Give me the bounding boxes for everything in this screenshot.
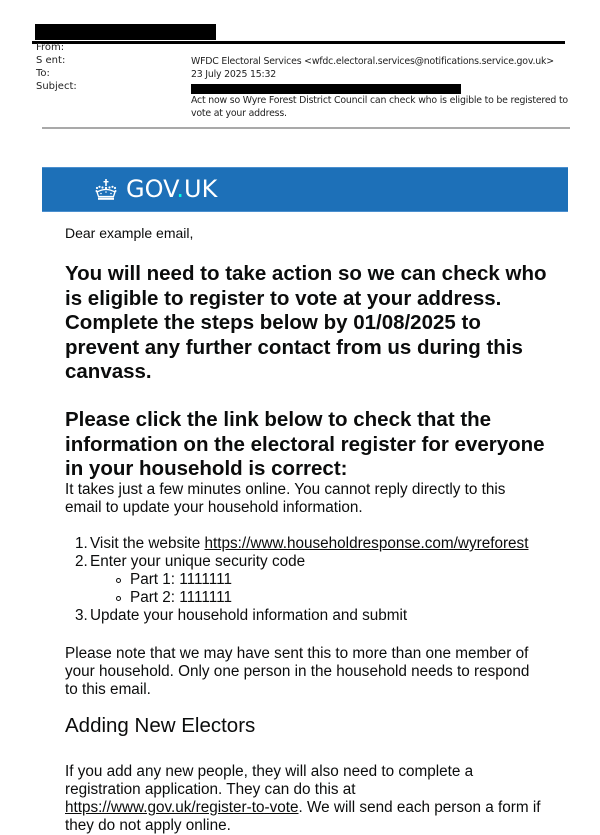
crown-icon (94, 179, 118, 201)
check-heading: Please click the link below to check that the information on the electoral register for everyone in your household is correct: (65, 408, 545, 480)
action-heading: You will need to take action so we can check who is eligible to register to vote at your address. Complete the steps below by 01/08/2025 to prevent any further contact from us during this canvass. (65, 262, 547, 383)
household-response-link[interactable]: https://www.householdresponse.com/wyreforest (204, 535, 529, 552)
to-label: To: (36, 68, 50, 79)
from-value: WFDC Electoral Services <wfdc.electoral.services@notifications.service.gov.uk> (191, 56, 554, 67)
subject-label: Subject: (36, 81, 77, 92)
circle-bullet-icon (116, 578, 121, 583)
from-label: From: (36, 42, 65, 53)
govuk-banner (42, 167, 568, 212)
security-code-part: Part 2: 1111111 (116, 589, 528, 607)
header-divider (42, 127, 570, 129)
intro-paragraph: It takes just a few minutes online. You cannot reply directly to this email to update your household information. (65, 481, 506, 516)
sent-label: S ent: (36, 55, 66, 66)
note-paragraph: Please note that we may have sent this to more than one member of your household. Only one person in the household needs to respond to this email. (65, 645, 530, 698)
header-top-rule (32, 41, 565, 44)
subject-value: Act now so Wyre Forest District Council can check who is eligible to be registered to vote at your address. (191, 95, 568, 119)
circle-bullet-icon (116, 596, 121, 601)
redacted-sender-name (35, 24, 216, 40)
step-item: 3. Update your household information and submit (75, 607, 408, 624)
redacted-to-value (191, 84, 461, 94)
security-code-part: Part 1: 1111111 (116, 571, 528, 589)
step-item: 1. Visit the website https://www.householdresponse.com/wyreforest (75, 535, 529, 552)
govuk-logo-text: GOV.UK (126, 175, 218, 203)
step-item: 2. Enter your unique security code Part 1: 1111111 Part 2: 1111111 (75, 553, 528, 607)
adding-new-electors-heading: Adding New Electors (65, 714, 256, 737)
sent-value: 23 July 2025 15:32 (191, 69, 277, 80)
electors-paragraph: If you add any new people, they will also need to complete a registration application. They can do this at https://www.gov.uk/register-to-vote. We will send each person a form if they do not apply online. (65, 763, 541, 834)
security-code-list (90, 571, 528, 607)
steps-list (75, 535, 528, 625)
register-to-vote-link[interactable]: https://www.gov.uk/register-to-vote (65, 799, 299, 816)
greeting: Dear example email, (65, 225, 194, 241)
